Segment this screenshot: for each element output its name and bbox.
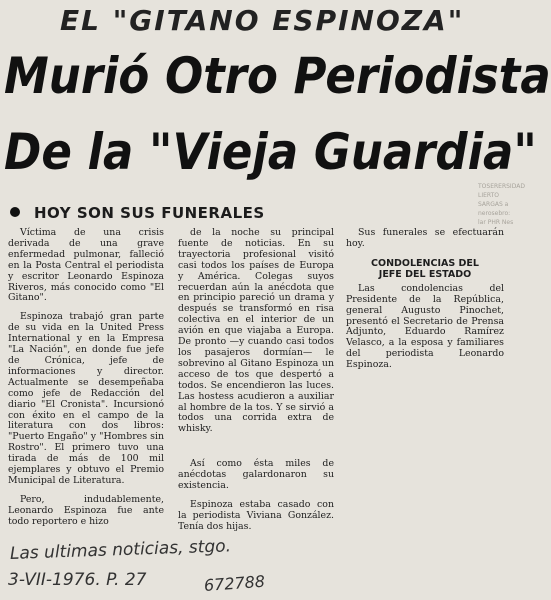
article-column-3 (346, 228, 504, 379)
paragraph: de la noche su principal fuente de noticias. En su trayectoria profesional visitó casi todos los países de Europa y América. Colegas suyos recuerdan aún la anécdota que en principio pareció un drama y después se transformó en risa colectiva en el interior de un avión en que viajaba a Europa. De pronto —y cuando casi todos los pasajeros dormían— le sobrevino al Gitano Espinoza un acceso de tos que despertó a todos. Se encendieron las luces. Las hostess acudieron a auxiliar al hombre de la tos. Y se sirvió a todos una corrida extra de whisky. (178, 227, 334, 435)
section-title-line-1: CONDOLENCIAS DEL (371, 257, 479, 269)
paragraph: Las condolencias del Presidente de la República, general Augusto Pinochet, presentó el Secretario de Prensa Adjunto, Eduardo Ramírez Velasco, a la esposa y familiares del periodista Leonardo Espinoza. (346, 282, 504, 371)
handwritten-source-note: Las ultimas noticias, stgo. (9, 536, 232, 564)
bullet-icon (10, 207, 20, 217)
kicker-title: EL "GITANO ESPINOZA" (60, 4, 465, 37)
article-column-2 (178, 228, 334, 541)
section-title (346, 258, 504, 280)
paragraph: Así como ésta miles de anécdotas galardonaron su existencia. (178, 458, 334, 492)
paragraph: Espinoza trabajó gran parte de su vida en la United Press International y en la Empresa "La Nación", en donde fue jefe de Crónica, jefe de informaciones y director. Actualmente se desempeñaba como jefe de Redacción del diario "El Cronista". Incursionó con éxito en el campo de la literatura con dos libros: "Puerto Engaño" y "Hombres sin Rostro". El primero tuvo una tirada de más de 100 mil ejemplares y obtuvo el Premio Municipal de Literatura. (8, 311, 164, 486)
paragraph: Sus funerales se efectuarán hoy. (346, 227, 504, 249)
paragraph: Pero, indudablemente, Leonardo Espinoza fue ante todo reportero e hizo (8, 493, 164, 527)
bleed-through-text: TOSERERSIDAD LIERTO SARGAS a nerosebro: lar PHR Nes (478, 183, 525, 226)
subheading (10, 204, 265, 222)
headline-line-2: De la "Vieja Guardia" (4, 123, 537, 181)
handwritten-date-note: 3-VII-1976. P. 27 (8, 570, 147, 590)
handwritten-catalog-number: 672788 (203, 571, 266, 595)
article-column-1 (8, 228, 164, 536)
paragraph: Víctima de una crisis derivada de una grave enfermedad pulmonar, falleció en la Posta Central el periodista y escritor Leonardo Espinoza Riveros, más conocido como "El Gitano". (8, 227, 164, 304)
headline-line-1: Murió Otro Periodista (4, 47, 551, 105)
subheading-text: HOY SON SUS FUNERALES (34, 204, 265, 222)
paragraph: Espinoza estaba casado con la periodista Viviana González. Tenía dos hijas. (178, 498, 334, 532)
section-title-line-2: JEFE DEL ESTADO (378, 268, 472, 280)
